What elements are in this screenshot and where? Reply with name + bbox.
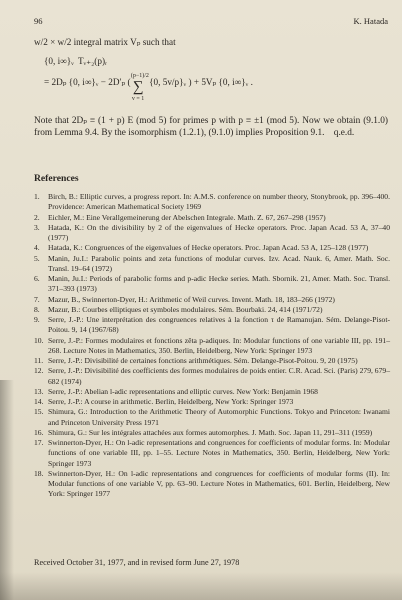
page-edge-shadow [0,380,14,600]
references-list [34,192,390,500]
reference-item [34,223,390,244]
received-note: Received October 31, 1977, and in revised form June 27, 1978 [34,558,240,567]
running-author: K. Hatada [353,16,388,26]
reference-number: 1. [34,192,40,201]
reference-item [34,254,390,275]
reference-text: Mazur, B.: Courbes elliptiques et symboles modulaires. Sém. Bourbaki. 24, 414 (1971/72) [48,304,323,314]
reference-item [34,192,390,213]
reference-number: 4. [34,243,40,253]
reference-number: 16. [34,427,44,437]
references-heading: References [34,173,79,184]
reference-number: 3. [34,222,40,232]
reference-item [34,428,390,438]
reference-number: 11. [34,356,44,365]
reference-number: 8. [34,304,40,314]
equation-rhs-b: {0, 5v/p}ᵥ ) + 5Vₚ {0, i∞}ᵥ . [149,77,253,87]
reference-number: 5. [34,253,40,263]
reference-text: Serre, J.-P.: Abelian l-adic representations and elliptic curves. New York: Benjamin 1968 [48,386,318,396]
reference-item [34,407,390,428]
reference-text: Serre, J.-P.: Une interprétation des congruences relatives à la fonction τ de Ramanujan. Sém. Delange-Pisot-Poitou. 9, 14 (1967/68) [48,315,390,335]
reference-item [34,387,390,397]
reference-item [34,336,390,357]
reference-number: 10. [34,335,44,345]
reference-number: 15. [34,407,44,417]
reference-item [34,366,390,387]
reference-item [34,438,390,469]
reference-number: 2. [34,212,40,222]
reference-item [34,213,390,223]
reference-number: 7. [34,294,40,304]
reference-text: Swinnerton-Dyer, H.: On l-adic representations and congruences for coefficients of modular forms. In: Modular functions of one variable III, pp. 1–55. Lecture Notes in Mathematics, 350. Berlin, Heidelberg, New York: Springer 1973 [48,438,390,468]
reference-text: Manin, Ju.I.: Periods of parabolic forms and p-adic Hecke series. Math. Sbornik. 21, Amer. Math. Soc. Transl. 371–393 (1973) [48,274,390,294]
reference-text: Mazur, B., Swinnerton-Dyer, H.: Arithmetic of Weil curves. Invent. Math. 18, 183–266 (1972) [48,294,335,304]
reference-text: Serre, J.-P.: Divisibilité des coefficients des formes modulaires de poids entier. C.R. Acad. Sci. (Paris) 279, 679–682 (1974) [48,366,390,386]
reference-item [34,356,390,366]
reference-item [34,315,390,336]
reference-text: Birch, B.: Elliptic curves, a progress report. In: A.M.S. conference on number theory, Stonybrook, pp. 396–400. Providence: American Mathematical Society 1969 [48,192,390,212]
reference-item [34,305,390,315]
reference-text: Manin, Ju.I.: Parabolic points and zeta functions of modular curves. Izv. Acad. Nauk. 6, Amer. Math. Soc. Transl. 19–64 (1972) [48,253,390,273]
equation-lhs: {0, i∞}ᵥ Tᵥ₊₂(p)ᵣ [44,56,108,66]
reference-text: Hatada, K.: Congruences of the eigenvalues of Hecke operators. Proc. Japan Acad. 53 A, 125–128 (1977) [48,243,369,253]
page-header [34,16,388,30]
reference-number: 17. [34,438,44,447]
reference-number: 13. [34,386,44,396]
reference-text: Serre, J.-P.: Divisibilité de certaines fonctions arithmétiques. Sém. Delange-Pisot-Poitou. 9, 20 (1975) [48,356,358,365]
sum-upper-limit: (p−1)/2 [130,73,149,79]
reference-item [34,274,390,295]
reference-item [34,243,390,253]
reference-number: 14. [34,397,44,406]
reference-text: Swinnerton-Dyer, H.: On l-adic representations and congruences for coefficients of modular forms (II). In: Modular functions of one variable V, pp. 63–90. Lecture Notes in Mathematics, 601. Berlin, Heidelberg, New York: Springer 1977 [48,468,390,499]
reference-number: 6. [34,274,40,283]
reference-number: 9. [34,315,40,324]
reference-item [34,295,390,305]
page-number: 96 [34,16,43,26]
equation-intro: w/2 × w/2 integral matrix Vₚ such that [34,37,176,47]
reference-text: Eichler, M.: Eine Verallgemeinerung der Abelschen Integrale. Math. Z. 67, 267–298 (1957) [48,212,326,222]
reference-text: Shimura, G.: Introduction to the Arithmetic Theory of Automorphic Functions. Tokyo and Princeton: Iwanami and Princeton University Press 1971 [48,407,390,427]
reference-number: 18. [34,468,44,478]
reference-text: Serre, J.-P.: A course in arithmetic. Berlin, Heidelberg, New York: Springer 1973 [48,397,294,406]
reference-item [34,469,390,500]
equation-rhs: = 2Dₚ {0, i∞}ᵥ − 2D′ₚ ( ∑ (p−1)/2 v = 1 {0, 5v/p}ᵥ ) + 5Vₚ {0, i∞}ᵥ . [44,73,253,102]
sum-lower-limit: v = 1 [131,96,145,102]
closing-paragraph: Note that 2Dₚ ≡ (1 + p) E (mod 5) for primes p with p ≡ ±1 (mod 5). Now we obtain (9.1.0) from Lemma 9.4. By the isomorphism (1.2.1), (9.1.0) implies Proposition 9.1. q.e.d. [34,116,388,139]
reference-text: Serre, J.-P.: Formes modulaires et fonctions zêta p-adiques. In: Modular functions of one variable III, pp. 191–268. Lecture Notes in Mathematics, 350. Berlin, Heidelberg, New York: Springer 1973 [48,335,390,355]
reference-number: 12. [34,366,44,376]
page-bottom-shadow [0,572,402,600]
reference-text: Hatada, K.: On the divisibility by 2 of the eigenvalues of Hecke operators. Proc. Japan Acad. 53 A, 37–40 (1977) [48,222,390,242]
equation-rhs-a: = 2Dₚ {0, i∞}ᵥ − 2D′ₚ ( [44,77,131,87]
reference-item [34,397,390,407]
reference-text: Shimura, G.: Sur les intégrales attachées aux formes automorphes. J. Math. Soc. Japan 11, 291–311 (1959) [48,427,373,437]
